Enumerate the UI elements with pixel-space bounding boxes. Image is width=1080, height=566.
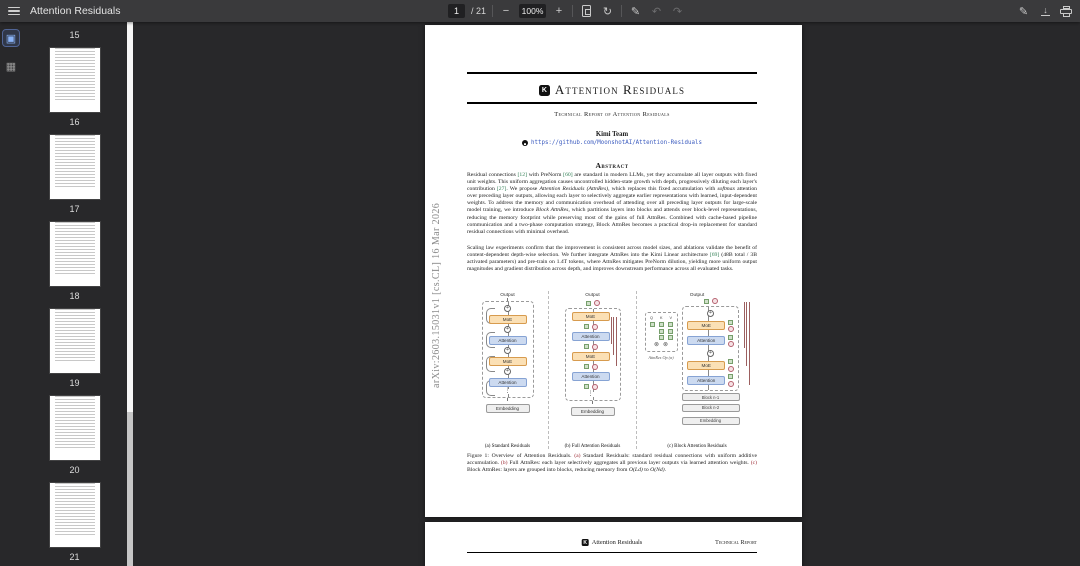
attnres-op-label: AttnRes Op (α) [648, 355, 674, 360]
author-team: Kimi Team [595, 131, 629, 138]
fit-page-icon[interactable] [579, 3, 594, 19]
menu-icon[interactable] [8, 7, 20, 16]
thumbnails-view-icon[interactable]: ▣ [3, 30, 19, 46]
github-link-row [467, 140, 757, 146]
layer-stack: + MoE + Attention + MoE + Attention ⋮ [482, 301, 534, 398]
diagram-block-attnres: Output Q K V ⊗ ⊗ AttnRes Op (α) + MoE Attention + MoE Attention Block n-1 Block n-2 Embedding (c) Block Attention Residuals [637, 291, 757, 449]
undo-icon[interactable]: ↶ [651, 5, 662, 18]
page-thumbnail[interactable] [22, 483, 127, 564]
pdf-toolbar [0, 0, 1080, 22]
page-thumbnail[interactable] [22, 309, 127, 390]
subcaption-c: (c) Block Attention Residuals [667, 444, 727, 449]
attnres-op-circle [594, 300, 600, 306]
attention-block: Attention [687, 376, 725, 385]
zoom-level[interactable]: 100% [519, 4, 546, 18]
arxiv-watermark: arXiv:2603.15031v1 [cs.CL] 16 Mar 2026 [431, 202, 442, 388]
attention-block: Attention [572, 332, 610, 341]
moe-block: MoE [489, 357, 527, 366]
attnres-op-inset: Q K V ⊗ ⊗ AttnRes Op (α) [645, 312, 678, 360]
paper-title-row [467, 82, 757, 98]
thumbnail-page-number: 19 [69, 378, 80, 388]
diagram-standard-residuals: Output + MoE + Attention + MoE + Attention ⋮ Embedding (a) Standard Residuals [467, 291, 549, 449]
zoom-in-button[interactable]: + [555, 5, 563, 17]
embedding-block: Embedding [571, 407, 615, 416]
page2-header-right: Technical Report [715, 540, 757, 546]
thumbnail-page-number: 17 [69, 204, 80, 214]
redo-icon[interactable]: ↷ [672, 5, 683, 18]
thumbnail-page-number: 21 [69, 552, 80, 562]
diagram-full-attnres: Output MoE Attention MoE Attention ⋮ Embedding (b) Full Attention Residuals [549, 291, 637, 449]
page-count: / 21 [471, 6, 487, 16]
kimi-logo-icon: K [539, 85, 550, 96]
sidebar-scrollbar-track[interactable] [127, 22, 133, 566]
rotate-icon[interactable]: ↻ [602, 5, 613, 18]
thumbnail-page-number: 16 [69, 117, 80, 127]
page2-header-title: Attention Residuals [591, 539, 643, 546]
block-n1: Block n-1 [682, 393, 740, 401]
github-icon [522, 140, 528, 146]
toolbar-divider [621, 5, 622, 17]
thumbnail-page-number: 20 [69, 465, 80, 475]
title-rule-top [467, 72, 757, 74]
query-square [586, 301, 591, 306]
figure-1 [467, 291, 757, 449]
github-link[interactable]: https://github.com/MoonshotAI/Attention-Residuals [530, 140, 702, 146]
attention-block: Attention [687, 336, 725, 345]
moe-block: MoE [489, 315, 527, 324]
moe-block: MoE [687, 361, 725, 370]
outline-view-icon[interactable]: ▦ [5, 60, 17, 73]
attention-block: Attention [572, 372, 610, 381]
print-icon[interactable] [1060, 6, 1072, 17]
page-thumbnail[interactable] [22, 135, 127, 216]
thumbnail-sidebar [22, 22, 127, 566]
abstract-heading: Abstract [595, 161, 629, 170]
moe-block: MoE [572, 352, 610, 361]
zoom-out-button[interactable]: − [502, 5, 510, 17]
abstract-paragraph-1: Residual connections [12] with PreNorm [60] are standard in modern LLMs, yet they accumulate all layer outputs with fixed unit weights. This uniform aggregation causes uncontrolled hidden-state growth with depth, progressively diluting each layer's contribution [27]. We propose Attention Residuals (AttnRes), which replaces this fixed accumulation with softmax attention over preceding layer outputs, allowing each layer to selectively aggregate earlier representations with learned, input-dependent weights. To address the memory and communication overhead of attending over all preceding layer outputs for large-scale model training, we introduce Block AttnRes, which partitions layers into blocks and attends over block-level representations, reducing the memory footprint while preserving most of the gains of full AttnRes. Combined with cache-based pipeline communication and a two-phase computation strategy, Block AttnRes becomes a practical drop-in replacement for standard residual connections with minimal overhead. [467, 172, 758, 235]
toolbar-divider [492, 5, 493, 17]
pdf-page-2 [425, 522, 802, 566]
page-number-input[interactable]: 1 [448, 4, 465, 18]
highlighter-icon[interactable]: ✎ [630, 5, 641, 18]
moe-block: MoE [572, 312, 610, 321]
figure-caption: Figure 1: Overview of Attention Residuals. (a) Standard Residuals: standard residual connections with uniform additive accumulation. (b) Full AttnRes: each layer selectively aggregates all previous layer outputs via learned attention weights. (c) Block AttnRes: layers are grouped into blocks, reducing memory from O(Ld) to O(Nd). [467, 453, 757, 473]
sidebar-rail [0, 22, 22, 566]
pdf-page-1 [425, 25, 802, 517]
subcaption-b: (b) Full Attention Residuals [564, 444, 621, 449]
abstract-paragraph-2: Scaling law experiments confirm that the improvement is consistent across model sizes, and ablations validate the benefit of content-dependent depth-wise selection. We further integrate AttnRes into the Kimi Linear architecture [69] (48B total / 3B activated parameters) and pre-train on 1.4T tokens, where AttnRes mitigates PreNorm dilution, yielding more uniform output magnitudes and gradient distribution across depth, and improves downstream performance across all evaluated tasks. [467, 245, 758, 273]
page-thumbnail[interactable] [22, 396, 127, 477]
embedding-block: Embedding [486, 404, 530, 413]
paper-title: Attention Residuals [554, 82, 686, 97]
page-thumbnail[interactable] [22, 48, 127, 129]
page2-header-title-row [582, 539, 643, 546]
embedding-block: Embedding [682, 417, 740, 425]
document-title: Attention Residuals [30, 5, 121, 17]
pdf-viewer-area[interactable] [133, 22, 1080, 566]
paper-subtitle: Technical Report of Attention Residuals [554, 111, 670, 118]
annotate-icon[interactable]: ✎ [1018, 5, 1029, 18]
download-icon[interactable]: ↓ [1039, 6, 1052, 16]
block-n2: Block n-2 [682, 404, 740, 412]
kimi-logo-icon: K [583, 539, 588, 546]
page-thumbnail[interactable] [22, 222, 127, 303]
thumbnail-page-number: 15 [69, 30, 80, 40]
page2-header-rule [467, 552, 757, 553]
title-rule-bottom [467, 102, 757, 104]
attention-block: Attention [489, 378, 527, 387]
residual-attention-lines [743, 302, 750, 385]
attention-block: Attention [489, 336, 527, 345]
layer-stack: MoE Attention MoE Attention ⋮ [565, 308, 621, 401]
subcaption-a: (a) Standard Residuals [484, 444, 531, 449]
sidebar-scrollbar-thumb[interactable] [127, 412, 133, 566]
toolbar-divider [572, 5, 573, 17]
moe-block: MoE [687, 321, 725, 330]
residual-attention-lines [610, 317, 617, 366]
thumbnail-page-number: 18 [69, 291, 80, 301]
